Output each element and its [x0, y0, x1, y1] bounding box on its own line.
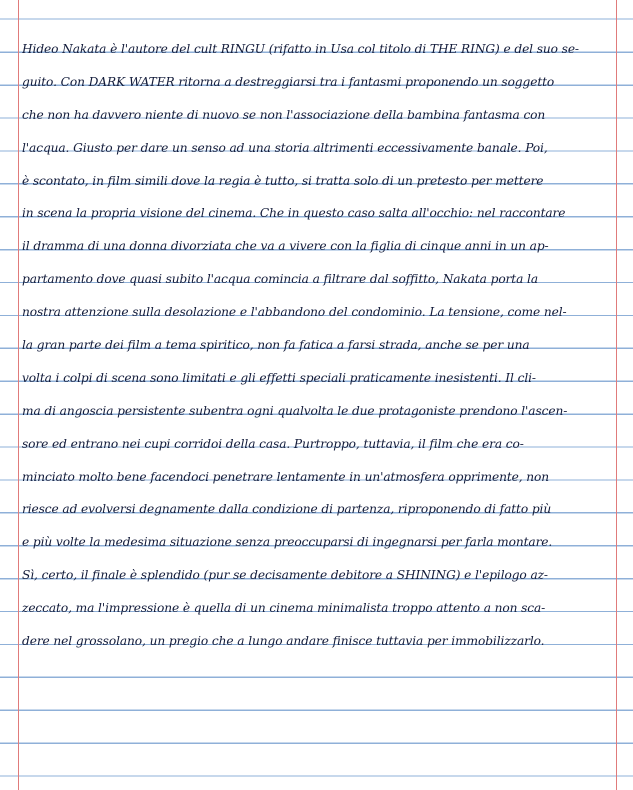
text-line: ma di angoscia persistente subentra ogni qualvolta le due protagoniste prendono l'ascen- — [22, 403, 568, 418]
text-line: zeccato, ma l'impressione è quella di un cinema minimalista troppo attento a non sca- — [22, 601, 546, 616]
text-line: riesce ad evolversi degnamente dalla condizione di partenza, riproponendo di fatto più — [22, 502, 552, 517]
text-line: nostra attenzione sulla desolazione e l'abbandono del condominio. La tensione, come nel- — [22, 305, 567, 320]
text-line: la gran parte dei film a tema spiritico, non fa fatica a farsi strada, anche se per una — [22, 338, 530, 353]
text-line: Sì, certo, il finale è splendido (pur se decisamente debitore a SHINING) e l'epilogo az- — [22, 568, 548, 583]
text-line: minciato molto bene facendoci penetrare lentamente in un'atmosfera opprimente, non — [22, 469, 550, 484]
handwritten-text-block — [22, 33, 617, 658]
text-line: il dramma di una donna divorziata che va a vivere con la figlia di cinque anni in un ap- — [22, 239, 549, 254]
text-line: guito. Con DARK WATER ritorna a destreggiarsi tra i fantasmi proponendo un soggetto — [22, 74, 555, 89]
text-line: è scontato, in film simili dove la regia è tutto, si tratta solo di un pretesto per mettere — [22, 173, 544, 188]
text-line: partamento dove quasi subito l'acqua comincia a filtrare dal soffitto, Nakata porta la — [22, 272, 538, 287]
text-line: volta i colpi di scena sono limitati e gli effetti speciali praticamente inesistenti. Il cli- — [22, 370, 536, 385]
text-line: e più volte la medesima situazione senza preoccuparsi di ingegnarsi per farla montare. — [22, 535, 553, 550]
text-line: Hideo Nakata è l'autore del cult RINGU (rifatto in Usa col titolo di THE RING) e del suo se- — [22, 42, 579, 56]
text-line: l'acqua. Giusto per dare un senso ad una storia altrimenti eccessivamente banale. Poi, — [22, 140, 548, 155]
text-line: dere nel grossolano, un pregio che a lungo andare finisce tuttavia per immobilizzarlo. — [22, 634, 545, 649]
text-line: che non ha davvero niente di nuovo se non l'associazione della bambina fantasma con — [22, 107, 546, 122]
left-margin-line — [18, 0, 19, 790]
text-line: sore ed entrano nei cupi corridoi della casa. Purtroppo, tuttavia, il film che era co- — [22, 436, 524, 451]
text-line: in scena la propria visione del cinema. Che in questo caso salta all'occhio: nel raccontare — [22, 206, 566, 221]
